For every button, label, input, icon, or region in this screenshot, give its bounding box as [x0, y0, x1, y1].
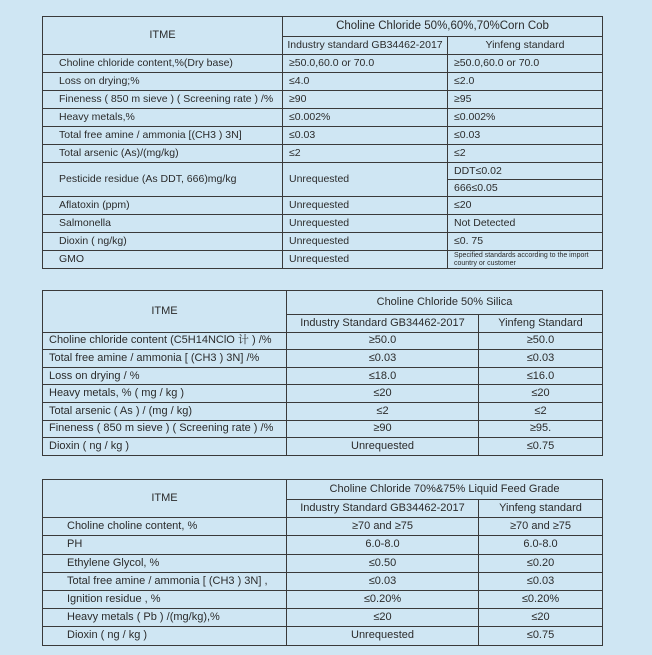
table-row [43, 332, 603, 350]
item-cell: Pesticide residue (As DDT, 666)mg/kg [43, 163, 283, 197]
industry-value: ≥90 [283, 91, 448, 109]
industry-value: ≤20 [287, 609, 479, 627]
industry-value: ≤0.03 [287, 350, 479, 368]
table-row [43, 402, 603, 420]
yinfeng-value: 6.0-8.0 [479, 536, 603, 554]
item-cell: Aflatoxin (ppm) [43, 197, 283, 215]
industry-value: ≤0.20% [287, 590, 479, 608]
industry-value: Unrequested [283, 251, 448, 269]
corn-cob-spec-table [42, 16, 603, 269]
yinfeng-value: ≥70 and ≥75 [479, 518, 603, 536]
item-cell: Total arsenic (As)/(mg/kg) [43, 145, 283, 163]
industry-standard-header: Industry standard GB34462-2017 [283, 37, 448, 55]
industry-value: Unrequested [283, 163, 448, 197]
industry-standard-header: Industry Standard GB34462-2017 [287, 500, 479, 518]
table-row [43, 145, 603, 163]
industry-value: ≤20 [287, 385, 479, 403]
yinfeng-value: ≤20 [479, 385, 603, 403]
item-cell: Ethylene Glycol, % [43, 554, 287, 572]
yinfeng-value: ≤2 [448, 145, 603, 163]
yinfeng-value: ≤2.0 [448, 73, 603, 91]
yinfeng-value: ≤0.20 [479, 554, 603, 572]
yinfeng-value: ≤16.0 [479, 367, 603, 385]
item-cell: Heavy metals, % ( mg / kg ) [43, 385, 287, 403]
table-row [43, 233, 603, 251]
industry-value: ≥90 [287, 420, 479, 438]
item-cell: Choline chloride content (C5H14NClO 计 ) /% [43, 332, 287, 350]
table-row [43, 127, 603, 145]
table-row [43, 215, 603, 233]
item-cell: Dioxin ( ng / kg ) [43, 627, 287, 645]
yinfeng-value-ddt: DDT≤0.02 [448, 163, 603, 180]
industry-value: Unrequested [283, 215, 448, 233]
item-cell: Choline chloride content,%(Dry base) [43, 55, 283, 73]
yinfeng-value: Not Detected [448, 215, 603, 233]
industry-value: Unrequested [287, 438, 479, 456]
yinfeng-value: ≤0.75 [479, 438, 603, 456]
industry-value: ≥50.0,60.0 or 70.0 [283, 55, 448, 73]
item-cell: Dioxin ( ng / kg ) [43, 438, 287, 456]
table-row [43, 572, 603, 590]
silica-spec-table [42, 290, 603, 456]
table-row [43, 554, 603, 572]
table-row [43, 536, 603, 554]
table-row [43, 420, 603, 438]
industry-value: Unrequested [283, 233, 448, 251]
product-title: Choline Chloride 70%&75% Liquid Feed Grade [287, 480, 603, 500]
item-cell: PH [43, 536, 287, 554]
item-cell: Choline choline content, % [43, 518, 287, 536]
yinfeng-value: ≤20 [479, 609, 603, 627]
item-header: ITME [43, 17, 283, 55]
industry-value: Unrequested [287, 627, 479, 645]
item-cell: Fineness ( 850 m sieve ) ( Screening rate ) /% [43, 91, 283, 109]
table-row [43, 73, 603, 91]
table-row [43, 438, 603, 456]
industry-value: ≥70 and ≥75 [287, 518, 479, 536]
table-row [43, 109, 603, 127]
table-row [43, 251, 603, 269]
item-cell: Loss on drying;% [43, 73, 283, 91]
yinfeng-value: ≥95 [448, 91, 603, 109]
table-row [43, 590, 603, 608]
industry-value: ≤0.03 [287, 572, 479, 590]
item-cell: Total arsenic ( As ) / (mg / kg) [43, 402, 287, 420]
yinfeng-standard-header: Yinfeng standard [479, 500, 603, 518]
industry-standard-header: Industry Standard GB34462-2017 [287, 315, 479, 333]
item-cell: Total free amine / ammonia [(CH3 ) 3N] [43, 127, 283, 145]
industry-value: ≤0.002% [283, 109, 448, 127]
table-row [43, 385, 603, 403]
product-title: Choline Chloride 50% Silica [287, 291, 603, 315]
item-cell: Heavy metals ( Pb ) /(mg/kg),% [43, 609, 287, 627]
item-cell: Dioxin ( ng/kg) [43, 233, 283, 251]
yinfeng-value: ≤0.75 [479, 627, 603, 645]
item-cell: Ignition residue , % [43, 590, 287, 608]
yinfeng-value: ≤20 [448, 197, 603, 215]
item-cell: Fineness ( 850 m sieve ) ( Screening rate ) /% [43, 420, 287, 438]
table-row [43, 163, 603, 180]
industry-value: ≤0.03 [283, 127, 448, 145]
table-row [43, 627, 603, 645]
yinfeng-standard-header: Yinfeng standard [448, 37, 603, 55]
item-cell: Total free amine / ammonia [ (CH3 ) 3N] /% [43, 350, 287, 368]
yinfeng-standard-header: Yinfeng Standard [479, 315, 603, 333]
industry-value: ≤0.50 [287, 554, 479, 572]
yinfeng-value: ≤0.03 [448, 127, 603, 145]
table-row [43, 55, 603, 73]
industry-value: ≤18.0 [287, 367, 479, 385]
yinfeng-value: Specified standards according to the import country or customer [448, 251, 603, 269]
yinfeng-value: ≥95. [479, 420, 603, 438]
yinfeng-value: ≥50.0,60.0 or 70.0 [448, 55, 603, 73]
industry-value: ≤2 [283, 145, 448, 163]
item-cell: GMO [43, 251, 283, 269]
yinfeng-value: ≤0.002% [448, 109, 603, 127]
industry-value: 6.0-8.0 [287, 536, 479, 554]
table-row [43, 367, 603, 385]
item-cell: Total free amine / ammonia [ (CH3 ) 3N] , [43, 572, 287, 590]
industry-value: ≤2 [287, 402, 479, 420]
yinfeng-value: ≤0.20% [479, 590, 603, 608]
yinfeng-value: ≥50.0 [479, 332, 603, 350]
liquid-feed-spec-table [42, 479, 603, 646]
table-header-row [43, 291, 603, 315]
table-header-row [43, 480, 603, 500]
table-header-row [43, 17, 603, 37]
industry-value: ≥50.0 [287, 332, 479, 350]
item-cell: Loss on drying / % [43, 367, 287, 385]
table-row [43, 609, 603, 627]
product-title: Choline Chloride 50%,60%,70%Corn Cob [283, 17, 603, 37]
yinfeng-value: ≤2 [479, 402, 603, 420]
industry-value: ≤4.0 [283, 73, 448, 91]
table-row [43, 197, 603, 215]
industry-value: Unrequested [283, 197, 448, 215]
yinfeng-value: ≤0.03 [479, 572, 603, 590]
item-header: ITME [43, 291, 287, 333]
table-row [43, 91, 603, 109]
item-cell: Heavy metals,% [43, 109, 283, 127]
table-row [43, 518, 603, 536]
yinfeng-value: ≤0. 75 [448, 233, 603, 251]
yinfeng-value-666: 666≤0.05 [448, 180, 603, 197]
item-cell: Salmonella [43, 215, 283, 233]
table-row [43, 350, 603, 368]
item-header: ITME [43, 480, 287, 518]
yinfeng-value: ≤0.03 [479, 350, 603, 368]
